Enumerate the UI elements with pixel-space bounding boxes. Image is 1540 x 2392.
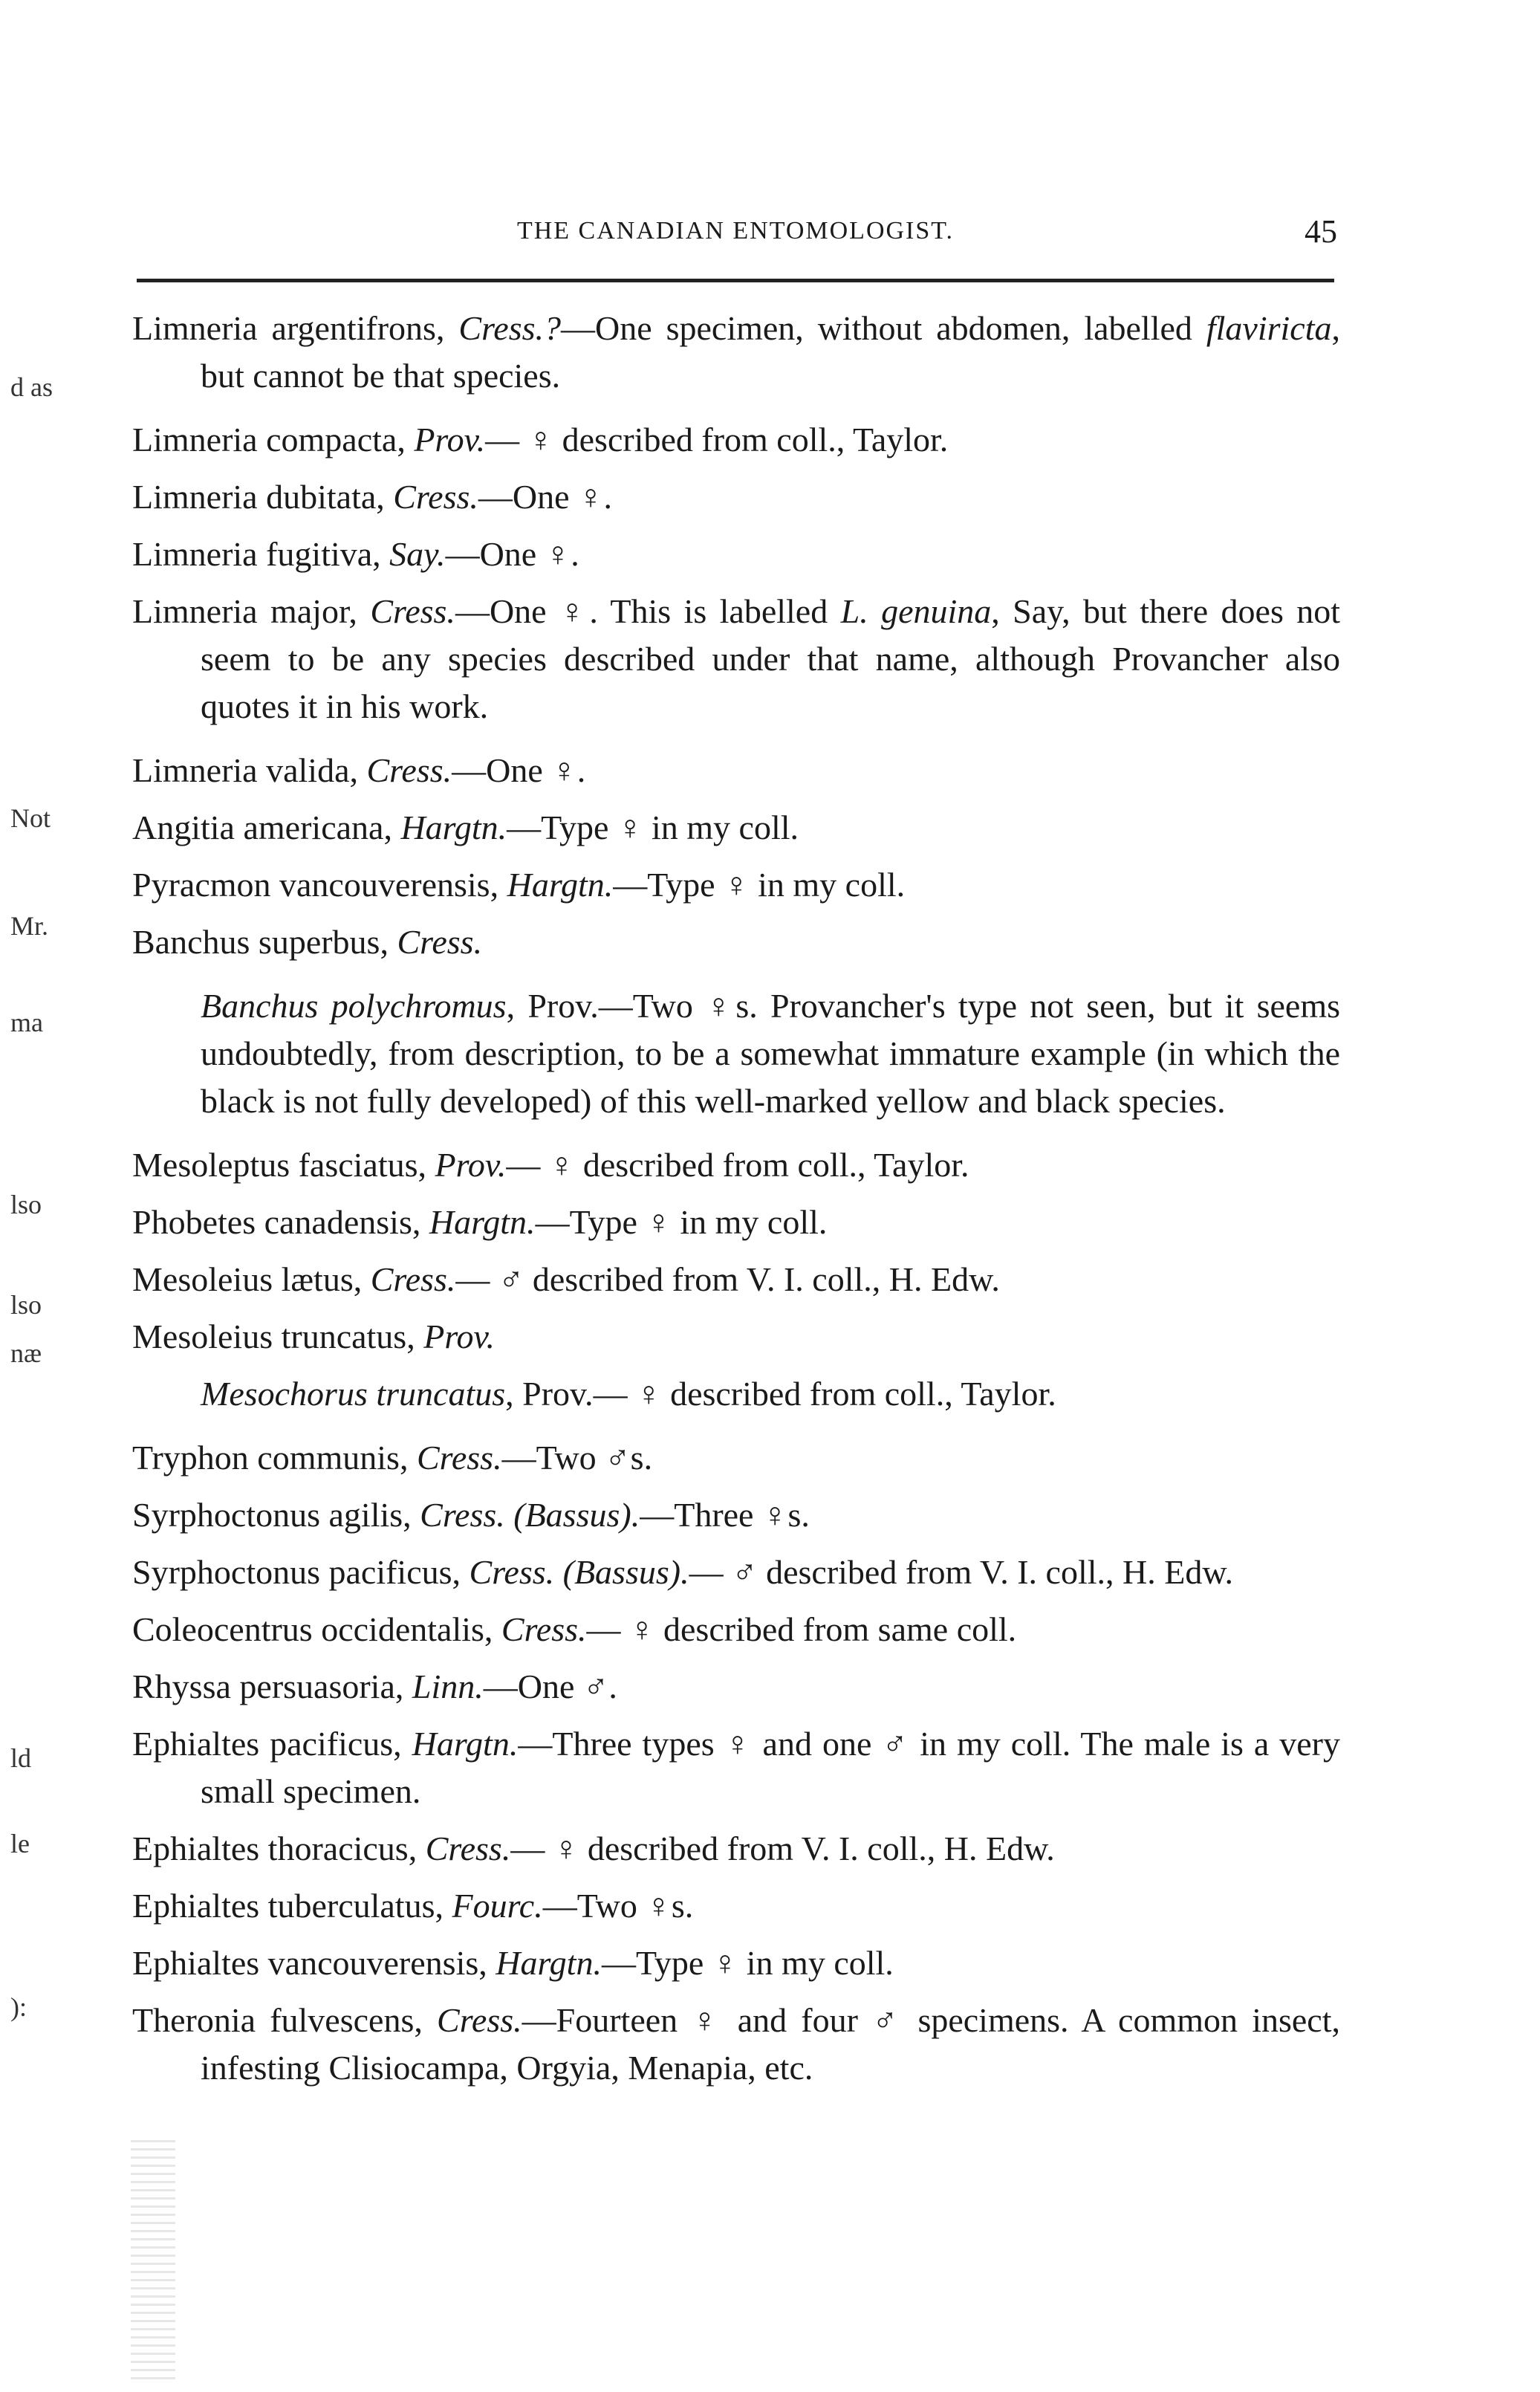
species-note-italic: L. genuina: [840, 592, 992, 630]
species-author: Say.: [389, 535, 446, 573]
species-author: Cress.: [437, 2001, 522, 2039]
margin-fragment: ):: [10, 1992, 27, 2022]
species-name: Limneria fugitiva,: [132, 535, 390, 573]
margin-fragment: ld: [10, 1743, 32, 1773]
species-note: —Three ♀s.: [640, 1496, 810, 1534]
species-note: — ♀ described from coll., Taylor.: [485, 421, 949, 458]
species-entry: [132, 804, 1340, 852]
species-note: —One ♀.: [478, 478, 613, 516]
species-note: —One specimen, without abdomen, labelled: [561, 309, 1206, 347]
species-entry: [132, 861, 1340, 909]
species-entry: [132, 1825, 1340, 1873]
species-note: —Two ♀s.: [542, 1887, 694, 1925]
species-note: — ♀ described from same coll.: [586, 1610, 1017, 1648]
species-entry: [132, 1199, 1340, 1246]
page-header: [134, 213, 1337, 257]
species-author: Hargtn.: [400, 808, 507, 846]
margin-fragment: Not: [10, 803, 51, 833]
running-title: THE CANADIAN ENTOMOLOGIST.: [516, 217, 955, 244]
species-entry: [132, 1370, 1340, 1418]
species-author: Hargtn.: [507, 866, 614, 904]
margin-fragment: Mr.: [10, 911, 49, 941]
species-author: Linn.: [412, 1667, 484, 1705]
species-note-italic: flaviricta: [1206, 309, 1332, 347]
species-name: Syrphoctonus pacificus,: [132, 1553, 470, 1591]
species-author: Prov.: [423, 1317, 496, 1355]
species-author: Cress.: [501, 1610, 587, 1648]
species-note: —One ♂.: [483, 1667, 617, 1705]
header-rule: [137, 279, 1334, 282]
species-note: —Two ♂s.: [501, 1439, 653, 1477]
species-author: Cress. (Bassus).: [469, 1553, 689, 1591]
species-name: Limneria compacta,: [132, 421, 415, 458]
species-name: Mesoleptus fasciatus,: [132, 1146, 435, 1184]
species-name: Ephialtes tuberculatus,: [132, 1887, 452, 1925]
species-note: —Type ♀ in my coll.: [507, 808, 799, 846]
species-author: Cress.: [370, 1260, 456, 1298]
species-name: Limneria major,: [132, 592, 371, 630]
species-entry: [132, 588, 1340, 730]
species-name: Limneria argentifrons,: [132, 309, 459, 347]
species-note: —One ♀.: [452, 751, 586, 789]
margin-fragment: næ: [10, 1338, 42, 1368]
species-name: Ephialtes pacificus,: [132, 1725, 412, 1763]
species-author: Cress.: [397, 923, 483, 961]
species-author: Cress.: [425, 1829, 511, 1867]
species-author: Cress.: [370, 592, 455, 630]
species-note: — ♂ described from V. I. coll., H. Edw.: [689, 1553, 1234, 1591]
margin-fragment: lso: [10, 1190, 42, 1219]
species-name-italic: Mesochorus truncatus: [201, 1375, 506, 1413]
species-entry: [132, 1720, 1340, 1815]
species-entry: [132, 918, 1340, 966]
species-name-italic: Banchus polychromus: [201, 987, 507, 1025]
species-entry: [132, 747, 1340, 794]
species-entry: [132, 1491, 1340, 1539]
species-note: —One ♀.: [445, 535, 579, 573]
species-name: Angitia americana,: [132, 808, 401, 846]
species-note: — ♂ described from V. I. coll., H. Edw.: [455, 1260, 1000, 1298]
species-entry: [132, 531, 1340, 578]
species-author: Cress.: [393, 478, 478, 516]
species-note: , Say, but there does not seem to be any species described under that name, although Provancher also quotes it in his work.: [201, 592, 1341, 725]
species-author: Hargtn.: [429, 1203, 536, 1241]
species-name: Ephialtes thoracicus,: [132, 1829, 426, 1867]
margin-fragment: lso: [10, 1290, 42, 1320]
species-note: , but cannot be that species.: [201, 309, 1340, 395]
species-entry: [132, 1549, 1340, 1596]
species-name: Limneria valida,: [132, 751, 367, 789]
species-name: Mesoleius lætus,: [132, 1260, 371, 1298]
species-name: Limneria dubitata,: [132, 478, 394, 516]
species-author: Hargtn.: [496, 1944, 602, 1982]
species-name: Banchus superbus,: [132, 923, 397, 961]
species-entry: [132, 305, 1340, 400]
species-entry: [132, 1606, 1340, 1653]
binding-stain: [131, 2140, 175, 2385]
species-name: Theronia fulvescens,: [132, 2001, 438, 2039]
species-entry: [132, 1663, 1340, 1711]
species-entry: [132, 416, 1340, 464]
species-note: —Type ♀ in my coll.: [613, 866, 906, 904]
species-author: Cress. (Bassus).: [420, 1496, 640, 1534]
species-entry: [132, 1313, 1340, 1361]
species-entry: [132, 1882, 1340, 1930]
species-name: Ephialtes vancouverensis,: [132, 1944, 496, 1982]
species-note: —Three types ♀ and one ♂ in my coll. The male is a very small specimen.: [201, 1725, 1340, 1810]
species-note: — ♀ described from coll., Taylor.: [593, 1375, 1056, 1413]
species-note: — ♀ described from coll., Taylor.: [506, 1146, 969, 1184]
species-name: Phobetes canadensis,: [132, 1203, 429, 1241]
species-note: — ♀ described from V. I. coll., H. Edw.: [510, 1829, 1055, 1867]
species-name: Syrphoctonus agilis,: [132, 1496, 420, 1534]
species-name: , Prov.: [506, 987, 599, 1025]
species-entry: [132, 1939, 1340, 1987]
species-name: Tryphon communis,: [132, 1439, 417, 1477]
species-author: Prov.: [435, 1146, 507, 1184]
species-list: [132, 305, 1340, 2101]
species-entry: [132, 1141, 1340, 1189]
species-author: Hargtn.: [412, 1725, 519, 1763]
species-entry: [132, 982, 1340, 1125]
species-note: —Two ♀s. Provancher's type not seen, but it seems undoubtedly, from description, to be a somewhat immature example (in which the black is not fully developed) of this well-marked yellow and black species.: [201, 987, 1340, 1120]
species-entry: [132, 1997, 1340, 2092]
species-name: Pyracmon vancouverensis,: [132, 866, 507, 904]
species-note: —Type ♀ in my coll.: [601, 1944, 894, 1982]
species-name: Mesoleius truncatus,: [132, 1317, 424, 1355]
species-note: —Fourteen ♀ and four ♂ specimens. A common insect, infesting Clisiocampa, Orgyia, Menapia, etc.: [201, 2001, 1341, 2087]
species-author: Cress.: [416, 1439, 502, 1477]
species-entry: [132, 1256, 1340, 1303]
species-author: Cress.: [366, 751, 452, 789]
margin-fragment: le: [10, 1829, 30, 1858]
species-entry: [132, 1434, 1340, 1482]
species-name: Coleocentrus occidentalis,: [132, 1610, 501, 1648]
page-number: 45: [1305, 213, 1337, 250]
species-note: —Type ♀ in my coll.: [535, 1203, 828, 1241]
species-entry: [132, 473, 1340, 521]
species-author: Fourc.: [452, 1887, 543, 1925]
species-author: Cress.?: [458, 309, 562, 347]
margin-fragment: ma: [10, 1008, 43, 1037]
species-name: , Prov.: [505, 1375, 594, 1413]
margin-fragment: d as: [10, 372, 53, 402]
species-note: —One ♀. This is labelled: [455, 592, 841, 630]
species-name: Rhyssa persuasoria,: [132, 1667, 412, 1705]
species-author: Prov.: [414, 421, 486, 458]
